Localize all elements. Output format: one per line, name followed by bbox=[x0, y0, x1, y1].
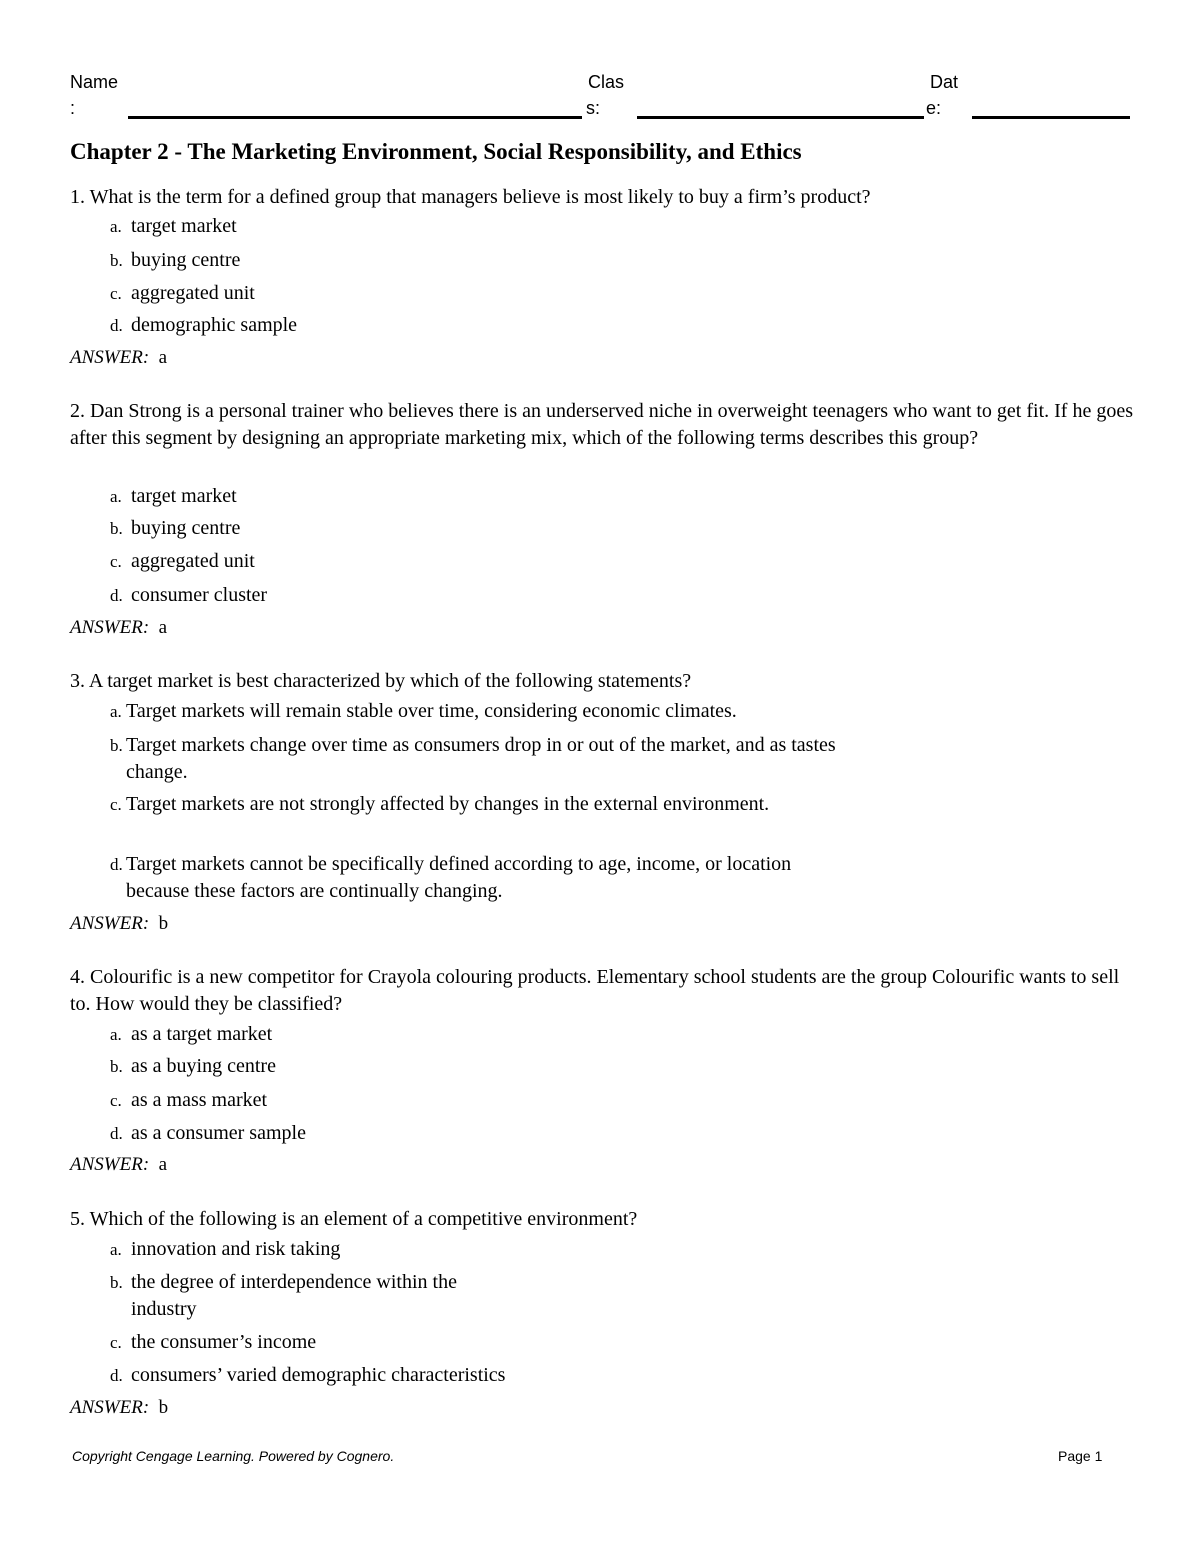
option-letter: c. bbox=[110, 1333, 122, 1352]
question-text: Colourific is a new competitor for Crayola colouring products. Elementary school students are the group Colourific wants to sell to. How would they be classified? bbox=[70, 966, 1120, 1015]
option-2d bbox=[110, 582, 710, 609]
option-2c bbox=[110, 548, 710, 575]
option-letter: a. bbox=[110, 217, 122, 236]
date-label-bottom: e: bbox=[926, 98, 942, 118]
answer-label: ANSWER: bbox=[70, 1154, 150, 1175]
class-label-bottom: s: bbox=[586, 98, 601, 118]
option-4c bbox=[110, 1087, 710, 1114]
option-letter: d. bbox=[110, 316, 123, 335]
option-letter: c. bbox=[110, 795, 122, 814]
question-text: What is the term for a defined group that managers believe is most likely to buy a firm’s product? bbox=[89, 186, 871, 208]
option-3b bbox=[110, 732, 890, 786]
option-4d bbox=[110, 1120, 710, 1147]
option-1b bbox=[110, 247, 710, 274]
option-3a bbox=[110, 698, 870, 725]
option-1a bbox=[110, 213, 710, 240]
class-label-top: Clas bbox=[588, 72, 625, 92]
option-text: Target markets will remain stable over time, considering economic climates. bbox=[126, 700, 737, 722]
name-label-bottom: : bbox=[70, 98, 76, 118]
option-text: target market bbox=[131, 485, 237, 507]
answer-label: ANSWER: bbox=[70, 617, 150, 638]
option-1d bbox=[110, 312, 710, 339]
question-4 bbox=[70, 964, 1140, 1018]
answer-label: ANSWER: bbox=[70, 1397, 150, 1418]
option-letter: a. bbox=[110, 1025, 122, 1044]
option-text: consumer cluster bbox=[131, 584, 268, 606]
option-letter: b. bbox=[110, 519, 123, 538]
option-5d bbox=[110, 1362, 710, 1389]
date-label-top: Dat bbox=[930, 72, 959, 92]
option-letter: d. bbox=[110, 1366, 123, 1385]
option-text: innovation and risk taking bbox=[131, 1238, 341, 1260]
name-field-line[interactable] bbox=[128, 116, 582, 119]
option-text: target market bbox=[131, 215, 237, 237]
answer-4 bbox=[70, 1153, 167, 1177]
question-number: 3. bbox=[70, 670, 85, 692]
option-text: as a mass market bbox=[131, 1089, 268, 1111]
class-field-line[interactable] bbox=[637, 116, 924, 119]
option-text: Target markets cannot be specifically defined according to age, income, or location because these factors are continually changing. bbox=[126, 853, 792, 902]
page-number: Page 1 bbox=[1058, 1448, 1103, 1464]
option-5c bbox=[110, 1329, 710, 1356]
answer-value: a bbox=[158, 347, 168, 368]
option-text: aggregated unit bbox=[131, 282, 255, 304]
question-2 bbox=[70, 398, 1140, 452]
option-2a bbox=[110, 483, 710, 510]
option-text: the consumer’s income bbox=[131, 1331, 317, 1353]
option-letter: d. bbox=[110, 1124, 123, 1143]
option-text: as a buying centre bbox=[131, 1055, 276, 1077]
option-5b bbox=[110, 1269, 530, 1323]
question-number: 4. bbox=[70, 966, 85, 988]
option-text: aggregated unit bbox=[131, 550, 255, 572]
option-text: as a target market bbox=[131, 1023, 273, 1045]
option-letter: b. bbox=[110, 251, 123, 270]
option-text: demographic sample bbox=[131, 314, 298, 336]
option-1c bbox=[110, 280, 710, 307]
option-text: consumers’ varied demographic characteristics bbox=[131, 1364, 506, 1386]
option-2b bbox=[110, 515, 710, 542]
answer-1 bbox=[70, 346, 167, 370]
option-3c bbox=[110, 791, 770, 845]
question-text: Which of the following is an element of a competitive environment? bbox=[89, 1208, 638, 1230]
option-3d bbox=[110, 851, 840, 905]
question-text: Dan Strong is a personal trainer who believes there is an underserved niche in overweight teenagers who want to get fit. If he goes after this segment by designing an appropriate marketing mix, which of the following terms describes this group? bbox=[70, 400, 1133, 449]
option-letter: b. bbox=[110, 736, 123, 755]
option-letter: b. bbox=[110, 1273, 123, 1292]
name-label-top: Name bbox=[70, 72, 119, 92]
option-text: as a consumer sample bbox=[131, 1122, 306, 1144]
question-5 bbox=[70, 1206, 1140, 1233]
option-4a bbox=[110, 1021, 710, 1048]
answer-value: b bbox=[158, 913, 169, 934]
date-field-line[interactable] bbox=[972, 116, 1130, 119]
option-text: Target markets change over time as consumers drop in or out of the market, and as tastes change. bbox=[126, 734, 836, 783]
option-letter: c. bbox=[110, 284, 122, 303]
option-letter: a. bbox=[110, 487, 122, 506]
option-text: buying centre bbox=[131, 249, 241, 271]
option-letter: c. bbox=[110, 1091, 122, 1110]
option-letter: d. bbox=[110, 586, 123, 605]
page-title: Chapter 2 - The Marketing Environment, Social Responsibility, and Ethics bbox=[70, 139, 802, 164]
answer-label: ANSWER: bbox=[70, 913, 150, 934]
option-letter: b. bbox=[110, 1057, 123, 1076]
answer-3 bbox=[70, 912, 168, 936]
question-3 bbox=[70, 668, 1140, 695]
option-5a bbox=[110, 1236, 710, 1263]
answer-value: a bbox=[158, 617, 168, 638]
option-text: Target markets are not strongly affected by changes in the external environment. bbox=[126, 793, 770, 815]
copyright-footer: Copyright Cengage Learning. Powered by Cognero. bbox=[72, 1448, 395, 1464]
option-4b bbox=[110, 1053, 710, 1080]
answer-label: ANSWER: bbox=[70, 347, 150, 368]
option-letter: a. bbox=[110, 702, 122, 721]
question-number: 5. bbox=[70, 1208, 85, 1230]
question-text: A target market is best characterized by which of the following statements? bbox=[88, 670, 692, 692]
option-text: the degree of interdependence within the industry bbox=[131, 1271, 457, 1320]
question-number: 1. bbox=[70, 186, 85, 208]
option-letter: a. bbox=[110, 1240, 122, 1259]
answer-value: a bbox=[158, 1154, 168, 1175]
answer-5 bbox=[70, 1396, 168, 1420]
question-number: 2. bbox=[70, 400, 85, 422]
option-letter: c. bbox=[110, 552, 122, 571]
answer-value: b bbox=[158, 1397, 169, 1418]
answer-2 bbox=[70, 616, 167, 640]
option-text: buying centre bbox=[131, 517, 241, 539]
question-1 bbox=[70, 184, 1140, 211]
option-letter: d. bbox=[110, 855, 123, 874]
